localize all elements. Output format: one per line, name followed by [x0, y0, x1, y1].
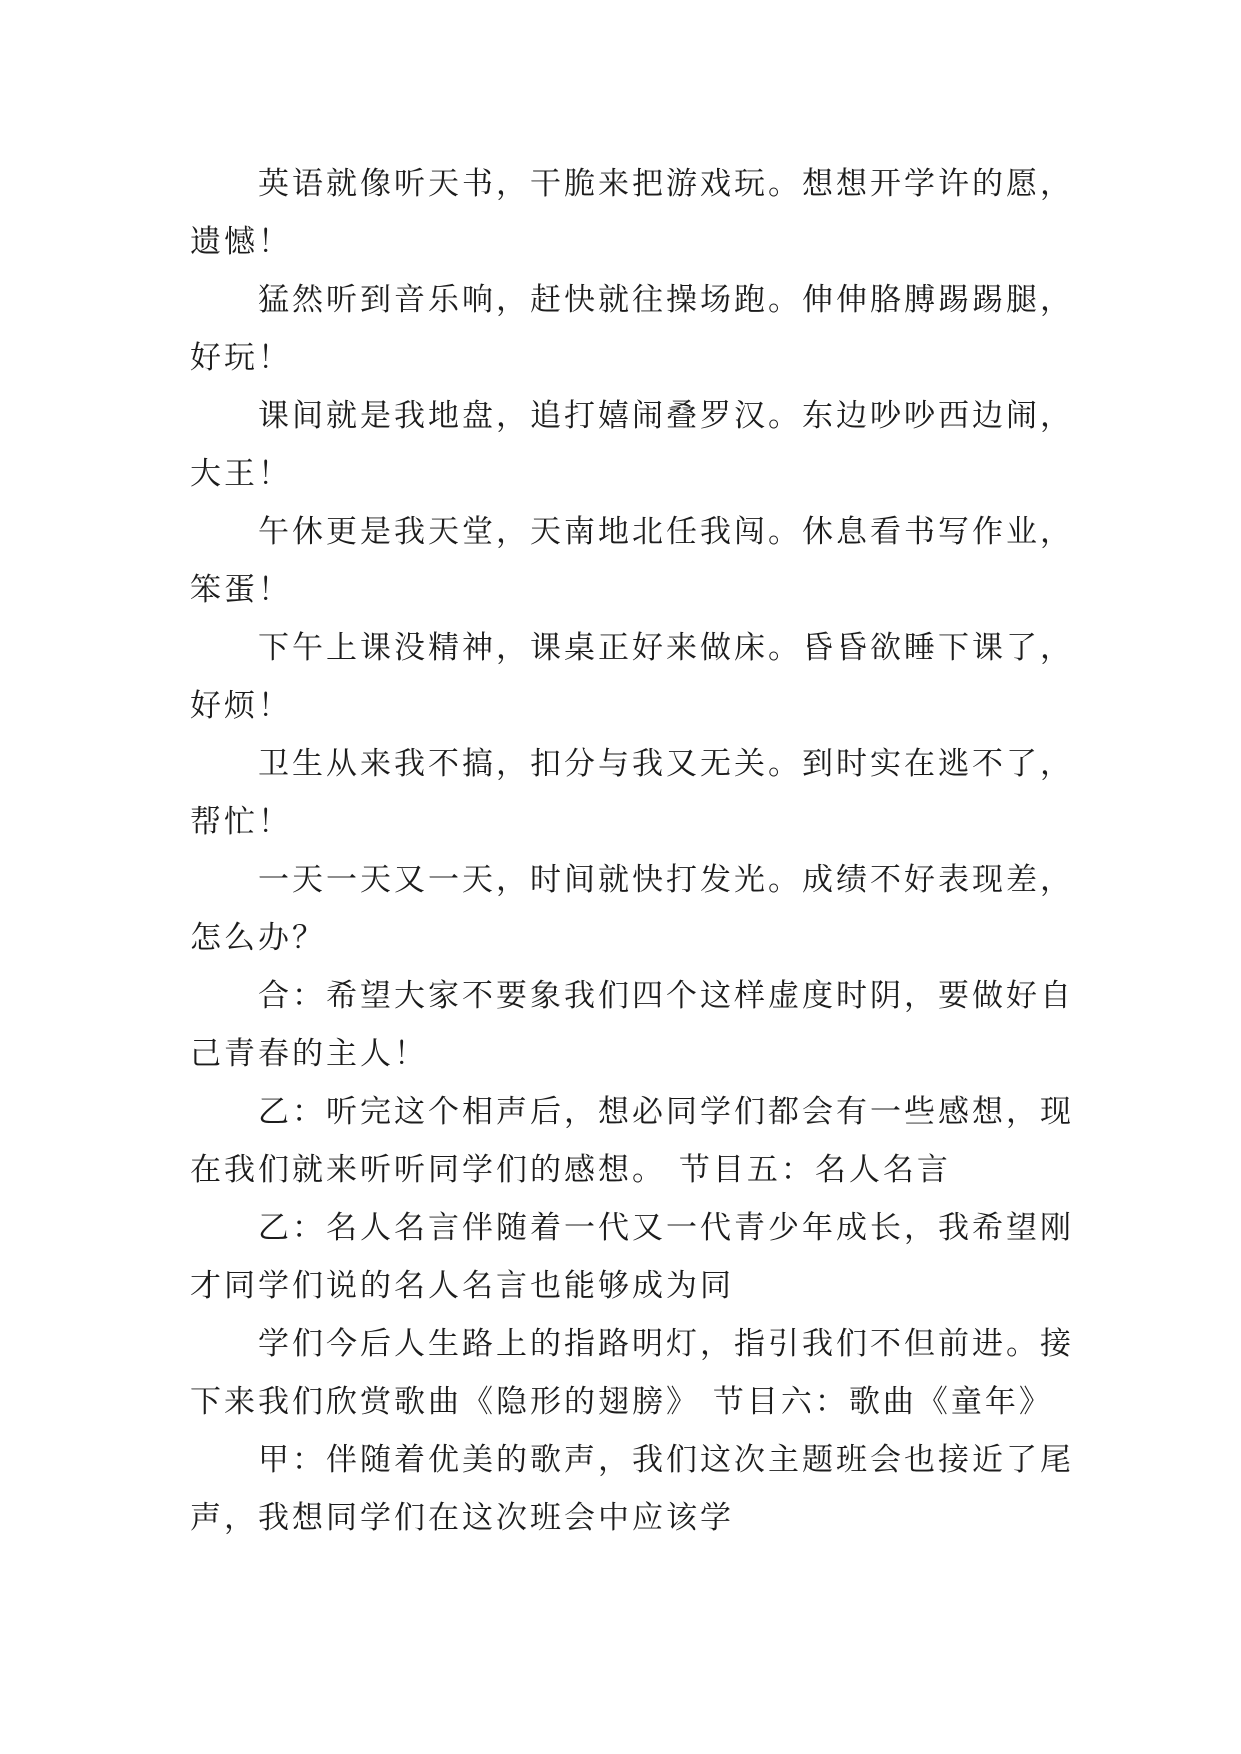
paragraph-11: [190, 1315, 1074, 1431]
paragraph-8: [190, 967, 1074, 1083]
paragraph-line: 卫生从来我不搞，扣分与我又无关。到时实在逃不了，: [258, 746, 1074, 782]
paragraph-9: [190, 1083, 1074, 1199]
paragraph-line: 乙：听完这个相声后，想必同学们都会有一些感想，现: [258, 1094, 1074, 1130]
paragraph-line: 怎么办？: [190, 920, 326, 956]
document-page: [190, 155, 1074, 1547]
paragraph-12: [190, 1431, 1074, 1547]
paragraph-line: 好玩！: [190, 340, 292, 376]
paragraph-2: [190, 271, 1074, 387]
paragraph-line: 猛然听到音乐响，赶快就往操场跑。伸伸胳膊踢踢腿，: [258, 282, 1074, 318]
paragraph-line: 下来我们欣赏歌曲《隐形的翅膀》 节目六：歌曲《童年》: [190, 1384, 1053, 1420]
paragraph-line: 己青春的主人！: [190, 1036, 428, 1072]
paragraph-line: 乙：名人名言伴随着一代又一代青少年成长，我希望刚: [258, 1210, 1074, 1246]
paragraph-3: [190, 387, 1074, 503]
paragraph-line: 笨蛋！: [190, 572, 292, 608]
paragraph-6: [190, 735, 1074, 851]
paragraph-line: 合：希望大家不要象我们四个这样虚度时阴，要做好自: [258, 978, 1074, 1014]
paragraph-7: [190, 851, 1074, 967]
paragraph-line: 学们今后人生路上的指路明灯，指引我们不但前进。接: [258, 1326, 1074, 1362]
paragraph-line: 大王！: [190, 456, 292, 492]
paragraph-5: [190, 619, 1074, 735]
paragraph-line: 下午上课没精神，课桌正好来做床。昏昏欲睡下课了，: [258, 630, 1074, 666]
paragraph-10: [190, 1199, 1074, 1315]
paragraph-4: [190, 503, 1074, 619]
paragraph-line: 英语就像听天书，干脆来把游戏玩。想想开学许的愿，: [258, 166, 1074, 202]
paragraph-line: 遗憾！: [190, 224, 292, 260]
paragraph-line: 一天一天又一天，时间就快打发光。成绩不好表现差，: [258, 862, 1074, 898]
paragraph-line: 甲：伴随着优美的歌声，我们这次主题班会也接近了尾: [258, 1442, 1074, 1478]
paragraph-line: 在我们就来听听同学们的感想。 节目五：名人名言: [190, 1152, 951, 1188]
paragraph-line: 声，我想同学们在这次班会中应该学: [190, 1500, 734, 1536]
paragraph-line: 才同学们说的名人名言也能够成为同: [190, 1268, 734, 1304]
paragraph-line: 午休更是我天堂，天南地北任我闯。休息看书写作业，: [258, 514, 1074, 550]
paragraph-line: 好烦！: [190, 688, 292, 724]
paragraph-line: 课间就是我地盘，追打嬉闹叠罗汉。东边吵吵西边闹，: [258, 398, 1074, 434]
paragraph-1: [190, 155, 1074, 271]
paragraph-line: 帮忙！: [190, 804, 292, 840]
